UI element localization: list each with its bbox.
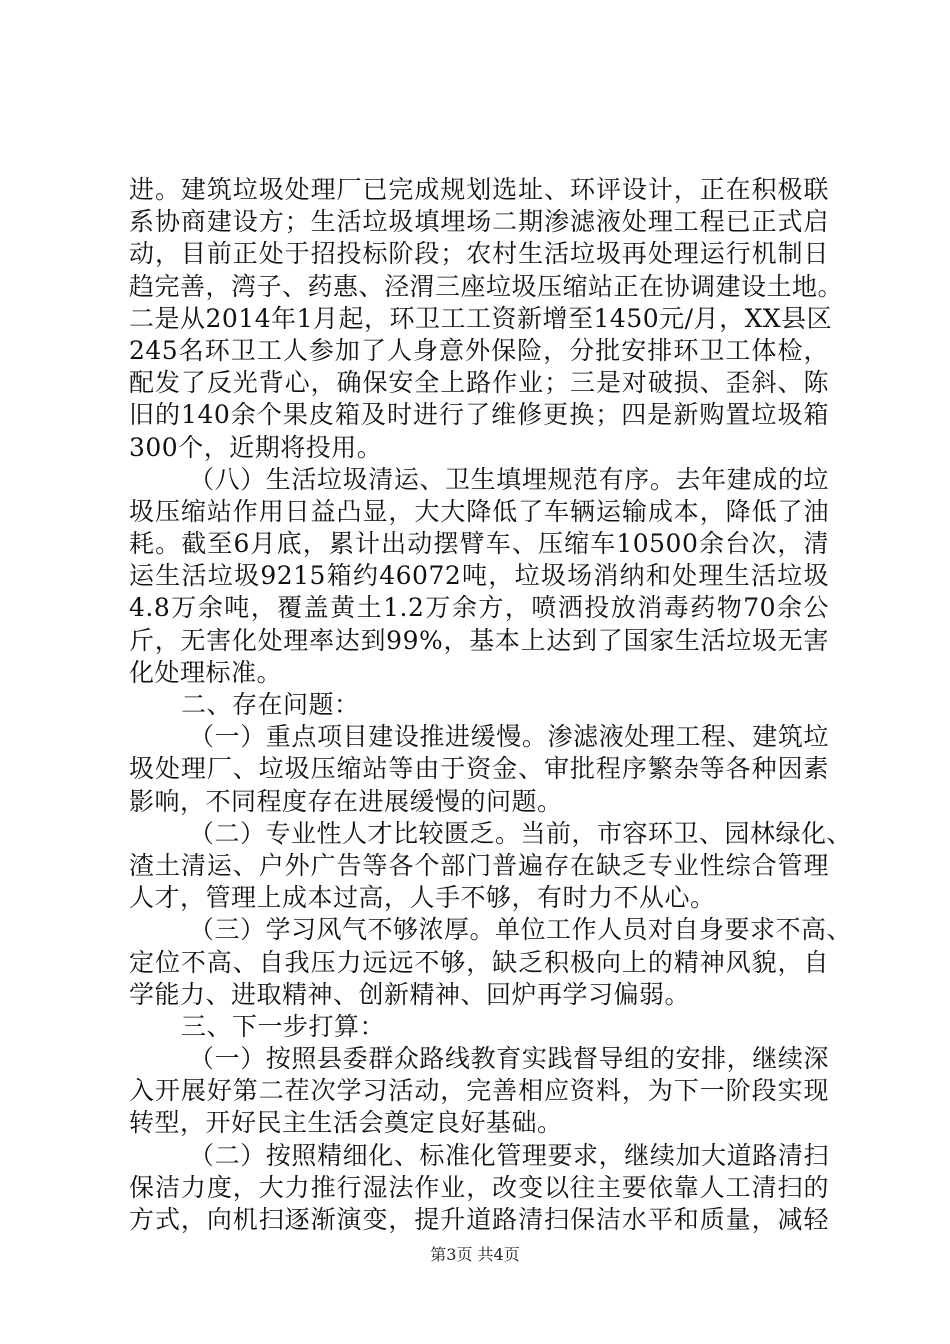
text-line: 耗。截至6月底，累计出动摆臂车、压缩车10500余台次，清 xyxy=(129,529,829,559)
paragraph-heading-line: （一）重点项目建设推进缓慢。渗滤液处理工程、建筑垃 xyxy=(189,722,829,752)
paragraph-heading-line: （三）学习风气不够浓厚。单位工作人员对自身要求不高、 xyxy=(189,915,853,945)
text-line: 化处理标准。 xyxy=(129,657,283,687)
text-line: 二是从2014年1月起，环卫工工资新增至1450元/月，XX县区 xyxy=(129,303,833,333)
text-line: 入开展好第二茬次学习活动，完善相应资料，为下一阶段实现 xyxy=(129,1076,829,1106)
text-line: 旧的140余个果皮箱及时进行了维修更换；四是新购置垃圾箱 xyxy=(129,400,829,430)
paragraph-heading-line: （二）专业性人才比较匮乏。当前，市容环卫、园林绿化、 xyxy=(189,818,853,848)
text-line: 定位不高、自我压力远远不够，缺乏积极向上的精神风貌，自 xyxy=(129,947,829,977)
text-line: 影响，不同程度存在进展缓慢的问题。 xyxy=(129,786,563,816)
text-line: 运生活垃圾9215箱约46072吨，垃圾场消纳和处理生活垃圾 xyxy=(129,561,829,591)
text-line: 4.8万余吨，覆盖黄土1.2万余方，喷洒投放消毒药物70余公 xyxy=(129,593,829,623)
paragraph-heading-line: （八）生活垃圾清运、卫生填埋规范有序。去年建成的垃 xyxy=(189,464,829,494)
text-line: 动，目前正处于招投标阶段；农村生活垃圾再处理运行机制日 xyxy=(129,239,829,269)
text-line: 300个，近期将投用。 xyxy=(129,432,383,462)
text-line: 转型，开好民主生活会奠定良好基础。 xyxy=(129,1108,563,1138)
text-line: 趋完善，湾子、药惠、泾渭三座垃圾压缩站正在协调建设土地。 xyxy=(129,271,844,301)
text-line: 斤，无害化处理率达到99%，基本上达到了国家生活垃圾无害 xyxy=(129,625,829,655)
text-line: 245名环卫工人参加了人身意外保险，分批安排环卫工体检， xyxy=(129,335,829,365)
section-heading: 二、存在问题： xyxy=(181,690,360,719)
text-line: 渣土清运、户外广告等各个部门普遍存在缺乏专业性综合管理 xyxy=(129,850,829,880)
text-line: 圾压缩站作用日益凸显，大大降低了车辆运输成本，降低了油 xyxy=(129,496,829,526)
page-number-footer: 第3页 共4页 xyxy=(430,1245,520,1264)
text-line: 保洁力度，大力推行湿法作业，改变以往主要依靠人工清扫的 xyxy=(129,1172,829,1202)
document-body xyxy=(129,174,853,1236)
text-line: 人才，管理上成本过高，人手不够，有时力不从心。 xyxy=(129,883,716,913)
text-line: 方式，向机扫逐渐演变，提升道路清扫保洁水平和质量，减轻 xyxy=(129,1205,829,1234)
text-line: 配发了反光背心，确保安全上路作业；三是对破损、歪斜、陈 xyxy=(129,368,829,398)
text-line: 系协商建设方；生活垃圾填埋场二期渗滤液处理工程已正式启 xyxy=(129,207,829,237)
text-line: 圾处理厂、垃圾压缩站等由于资金、审批程序繁杂等各种因素 xyxy=(129,754,829,784)
text-line: 学能力、进取精神、创新精神、回炉再学习偏弱。 xyxy=(129,979,691,1009)
paragraph-heading-line: （二）按照精细化、标准化管理要求，继续加大道路清扫 xyxy=(189,1140,829,1170)
text-line: 进。建筑垃圾处理厂已完成规划选址、环评设计，正在积极联 xyxy=(129,175,829,204)
paragraph-heading-line: （一）按照县委群众路线教育实践督导组的安排，继续深 xyxy=(189,1044,829,1074)
section-heading: 三、下一步打算： xyxy=(181,1011,386,1041)
